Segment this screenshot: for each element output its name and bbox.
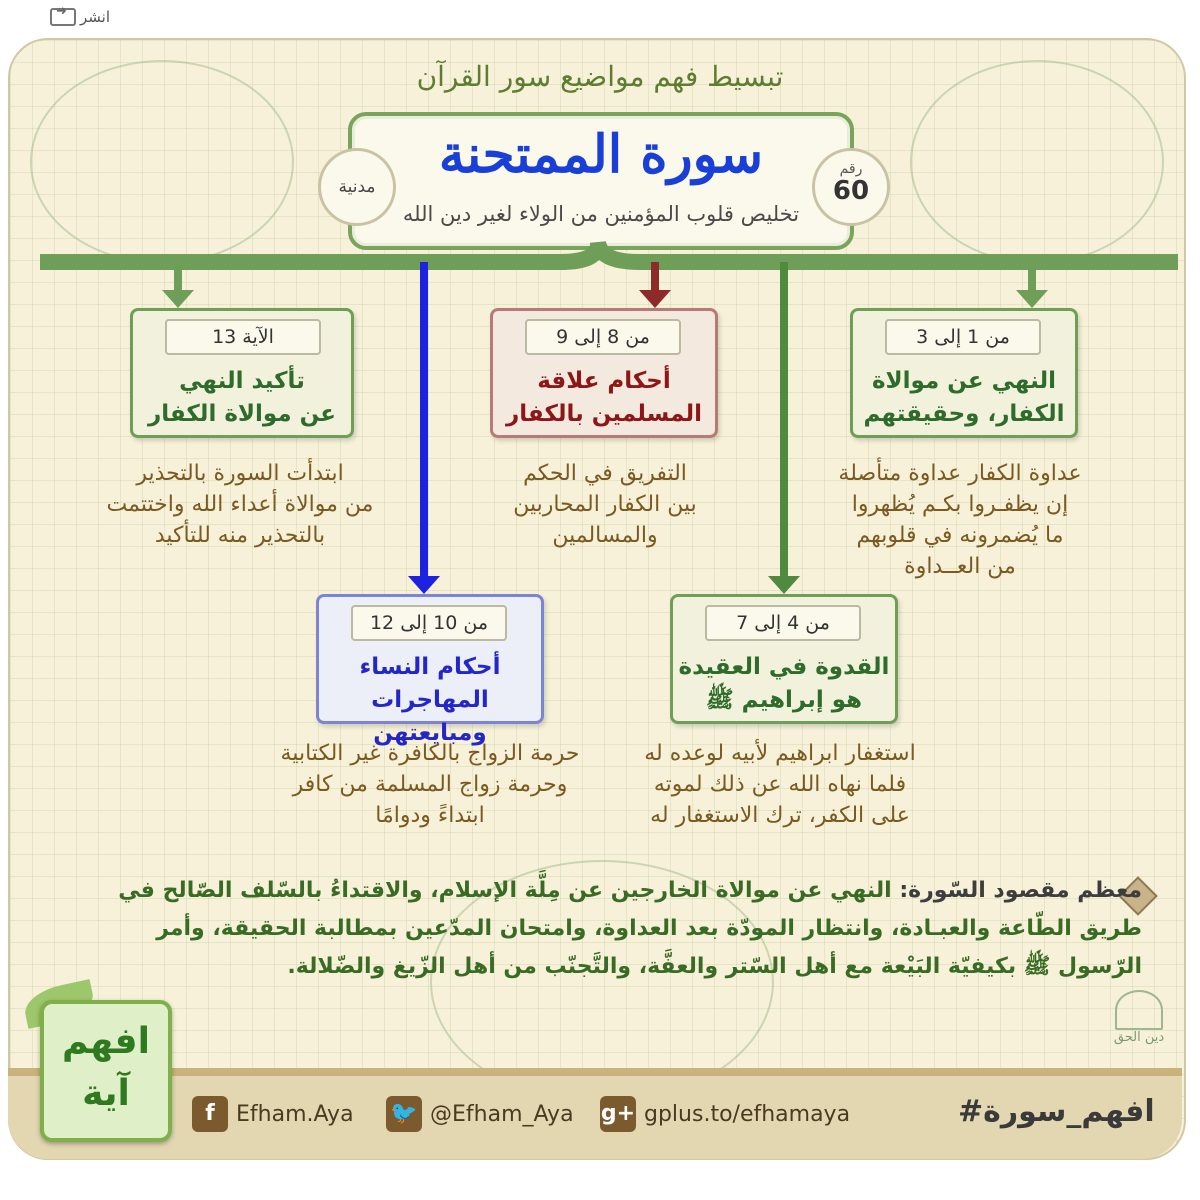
summary-paragraph (80, 872, 1142, 986)
section-range: من 10 إلى 12 (351, 605, 507, 641)
heading-line-2: المسلمين بالكفار (506, 401, 702, 427)
gplus-handle: gplus.to/efhamaya (644, 1101, 851, 1127)
desc-line: ابتدأت السورة بالتحذير (136, 461, 344, 486)
section-range: من 4 إلى 7 (705, 605, 861, 641)
arrow-s5 (162, 290, 194, 308)
heading-line-1: أحكام علاقة (537, 368, 671, 394)
desc-line: على الكفر، ترك الاستغفار له (650, 803, 910, 828)
desc-line: فلما نهاه الله عن ذلك لموته (653, 772, 907, 797)
logo-line-1: افهم (62, 1021, 150, 1062)
desc-line: والمسالمين (552, 523, 658, 548)
gplus-icon: g+ (600, 1096, 636, 1132)
facebook-link[interactable] (192, 1096, 354, 1132)
number-label: رقم (839, 161, 863, 177)
desc-line: من العــداوة (904, 554, 1016, 579)
arrow-s4 (408, 576, 440, 594)
section-desc-2 (610, 738, 950, 831)
facebook-icon: f (192, 1096, 228, 1132)
desc-line: ما يُضمرونه في قلوبهم (856, 523, 1064, 548)
section-box-3 (490, 308, 718, 438)
desc-line: بين الكفار المحاربين (513, 492, 697, 517)
desc-line: استغفار ابراهيم لأبيه لوعده له (644, 741, 916, 766)
footer-strip (8, 1068, 1182, 1076)
heading-line-2: هو إبراهيم ﷺ (705, 687, 863, 713)
mosque-icon (1115, 990, 1163, 1030)
twitter-handle: @Efham_Aya (430, 1101, 574, 1127)
deen-emblem (1108, 990, 1170, 1054)
section-box-1 (850, 308, 1078, 438)
arrow-s2 (768, 576, 800, 594)
gplus-link[interactable] (600, 1096, 850, 1132)
arrow-s1 (1016, 290, 1048, 308)
section-desc-1 (810, 458, 1110, 582)
twitter-icon: 🐦 (386, 1096, 422, 1132)
sura-number: 60 (832, 176, 870, 206)
heading-line-1: القدوة في العقيدة (678, 654, 890, 680)
share-label: انشر (80, 8, 110, 26)
section-heading (493, 365, 715, 431)
desc-line: التفريق في الحكم (523, 461, 687, 486)
section-box-5 (130, 308, 354, 438)
section-desc-4 (240, 738, 620, 831)
section-heading (853, 365, 1075, 431)
heading-line-1: تأكيد النهي (179, 368, 305, 394)
efham-aya-logo (40, 1000, 172, 1142)
hashtag[interactable]: #افهم_سورة (958, 1094, 1155, 1129)
arrow-s3 (639, 290, 671, 308)
sura-type: مدنية (338, 177, 376, 197)
desc-line: من موالاة أعداء الله واختتمت (106, 492, 374, 517)
section-range: من 8 إلى 9 (525, 319, 681, 355)
section-heading (673, 651, 895, 717)
heading-line-2: عن موالاة الكفار (148, 401, 336, 427)
desc-line: حرمة الزواج بالكافرة غير الكتابية (280, 741, 580, 766)
sura-name: سورة الممتحنة (438, 124, 764, 185)
section-heading (319, 651, 541, 750)
main-branch (40, 242, 1178, 262)
section-heading (133, 365, 351, 431)
section-box-4 (316, 594, 544, 746)
twitter-link[interactable] (386, 1096, 574, 1132)
heading-line-2: المهاجرات ومبايعتهن (371, 687, 489, 746)
desc-line: إن يظفـروا بكـم يُظهروا (851, 492, 1069, 517)
top-title: تبسيط فهم مواضيع سور القرآن (416, 60, 784, 93)
section-desc-3 (480, 458, 730, 551)
heading-line-1: أحكام النساء (359, 654, 501, 680)
desc-line: وحرمة زواج المسلمة من كافر (292, 772, 568, 797)
summary-lead: معظم مقصود السّورة: (899, 878, 1142, 903)
section-range: من 1 إلى 3 (885, 319, 1041, 355)
section-range: الآية 13 (165, 319, 321, 355)
heading-line-1: النهي عن موالاة (871, 368, 1057, 394)
desc-line: عداوة الكفار عداوة متأصلة (838, 461, 1082, 486)
desc-line: ابتداءً ودوامًا (375, 803, 485, 828)
section-box-2 (670, 594, 898, 724)
sura-subtitle: تخليص قلوب المؤمنين من الولاء لغير دين الله (402, 202, 800, 226)
desc-line: بالتحذير منه للتأكيد (154, 523, 326, 548)
facebook-handle: Efham.Aya (236, 1101, 354, 1127)
logo-line-2: آية (82, 1073, 130, 1114)
heading-line-2: الكفار، وحقيقتهم (863, 401, 1065, 427)
section-desc-5 (80, 458, 400, 551)
deen-label: دين الحق (1113, 1030, 1165, 1045)
summary-text: النهي عن موالاة الخارجين عن مِلَّة الإسلام، والاقتداءُ بالسّلف الصّالح في طريق الطّاعة والعبـادة، وانتظار المودّة بعد العداوة، وامتحان المدّعين بمطالبة الحقيقة، وأمر الرّسول ﷺ بكيفيّة البَيْعة مع أهل السّتر والعفَّة، والتَّجنّب من أهل الزّيغ والضّلالة. (118, 878, 1142, 979)
